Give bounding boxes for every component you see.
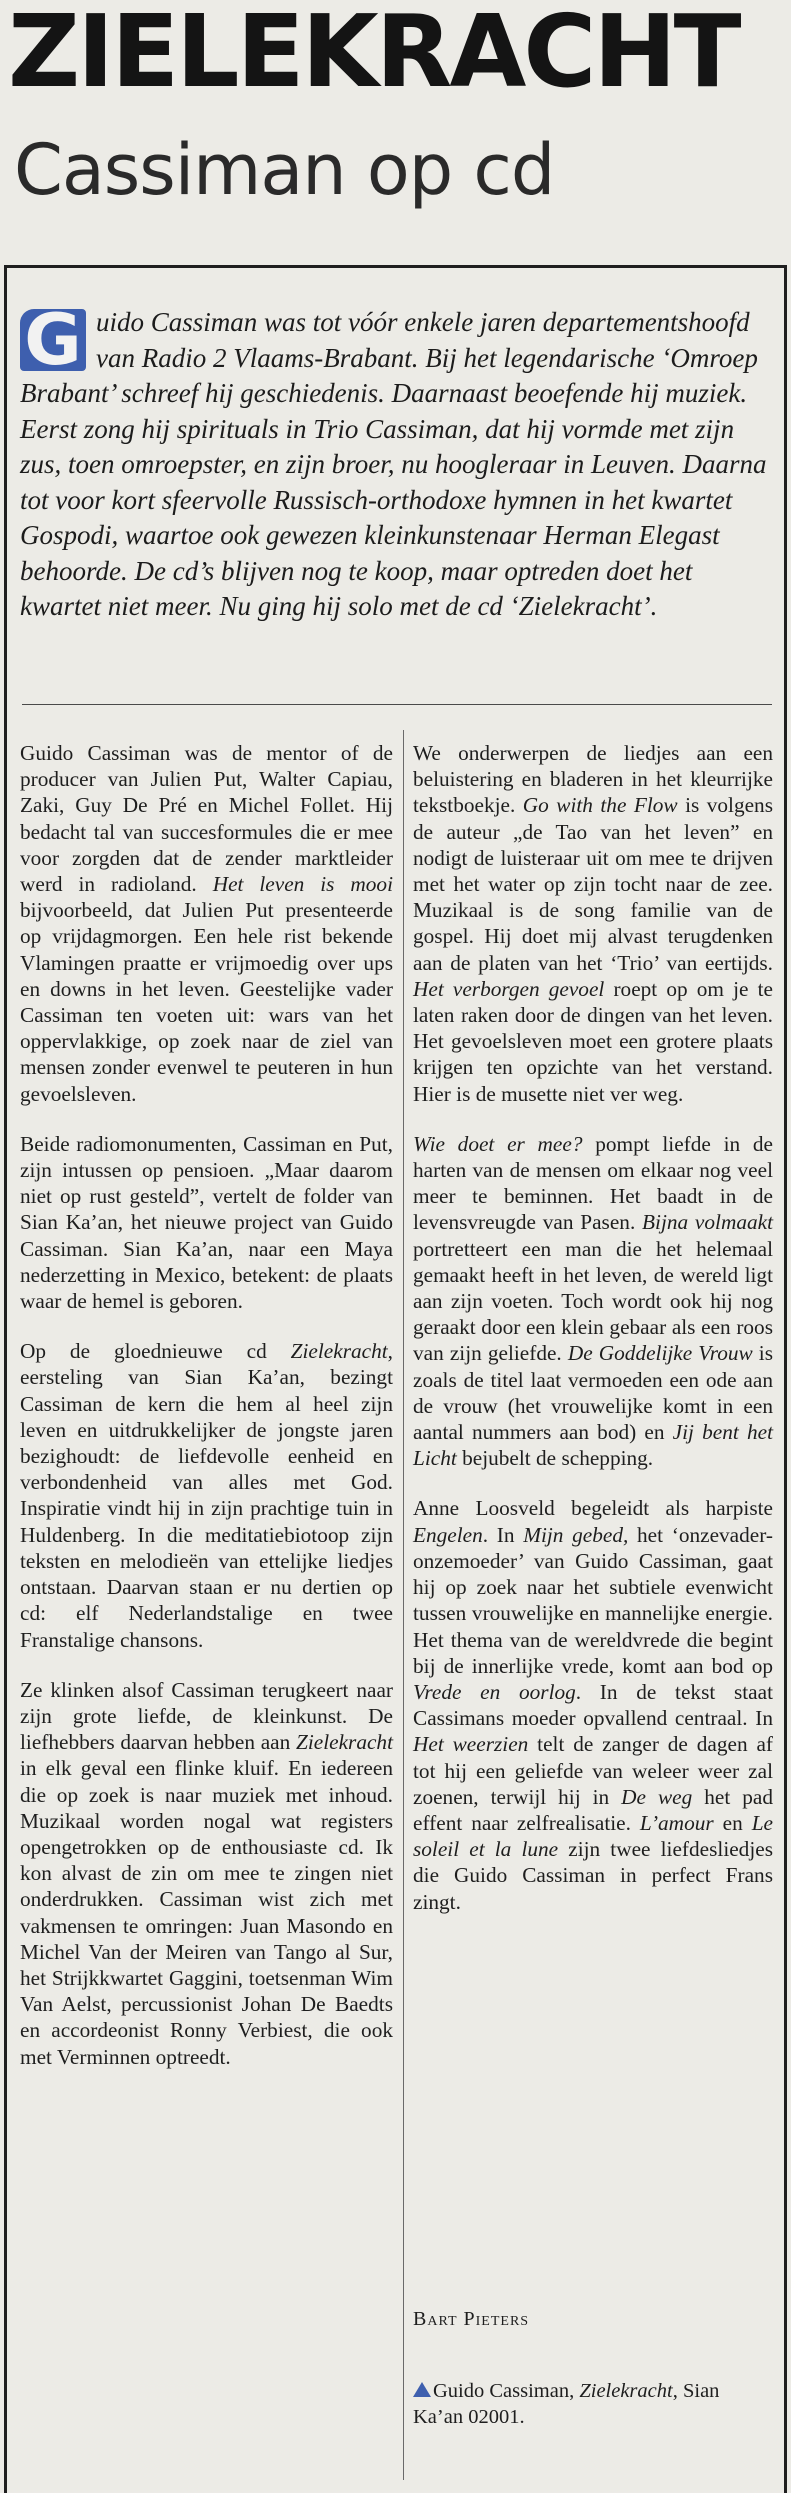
paragraph-text: bijvoorbeeld, dat Julien Put presenteerde op vrijdagmorgen. Een hele rist bekende Vlamingen praatte er vrijmoedig over ups en downs in het leven. Geestelijke vader Cassiman ten voeten uit: wars van het oppervlakkige, op zoek naar de ziel van mensen zonder evenwel te peuteren in hun gevoelsleven. [20,898,393,1106]
intro-text: uido Cassiman was tot vóór enkele jaren departementshoofd van Radio 2 Vlaams-Brabant. Bij het legendarische ‘Omroep Brabant’ schreef hij geschiedenis. Daarnaast beoefende hij muziek. Eerst zong hij spirituals in Trio Cassiman, dat hij vormde met zijn zus, toen omroepster, en zijn broer, nu hoogleraar in Leuven. Daarna tot voor kort sfeervolle Russisch-orthodoxe hymnen in het kwartet Gospodi, waartoe ook gewezen kleinkunstenaar Herman Elegast behoorde. De cd’s blijven nog te koop, maar optreden doet het kwartet niet meer. Nu ging hij solo met de cd ‘Zielekracht’. [20,307,767,621]
italic-title: Go with the Flow [522,793,678,818]
italic-title: Le soleil et la lune [413,1810,773,1862]
paragraph-text: pompt liefde in de harten van de mensen om elkaar nog veel meer te beminnen. Het baadt in de levensvreugde van Pasen. [413,1131,773,1235]
paragraph-text: Anne Loosveld begeleidt als harpiste [413,1496,773,1521]
italic-title: L’amour [639,1810,714,1835]
paragraph-text: Ze klinken alsof Cassiman terugkeert naar zijn grote liefde, de kleinkunst. De liefhebbers daarvan hebben aan [20,1677,393,1755]
paragraph-text: zijn twee liefdesliedjes die Guido Cassiman in perfect Frans zingt. [413,1837,773,1914]
italic-title: Het weerzien [413,1732,529,1757]
italic-title: De Goddelijke Vrouw [567,1341,753,1366]
article-paragraph [413,1495,773,1914]
italic-title: Zielekracht [296,1730,393,1755]
article-paragraph [20,1338,393,1652]
cd-credit [413,2378,773,2430]
section-divider [22,704,772,705]
column-divider [403,730,404,2480]
article-paragraph [413,740,773,1107]
italic-title: Jij bent het Licht [413,1420,773,1471]
frame-right-rule [784,265,787,2493]
paragraph-text: , eersteling van Sian Ka’an, bezingt Cassiman de kern die hem al heel zijn leven en uitdrukkelijker de jongste jaren bezighoudt: de liefdevolle eenheid en verbondenheid van alles met God. Inspiratie vindt hij in zijn prachtige tuin in Huldenberg. In die meditatiebiotoop zijn teksten en melodieën van ettelijke liedjes ontstaan. Daarvan staan er nu dertien op cd: elf Nederlandstalige en twee Franstalige chansons. [20,1339,393,1652]
italic-title: Engelen [413,1522,483,1547]
paragraph-text: portretteert een man die het helemaal gemaakt heeft in het leven, de wereld ligt aan zijn voeten. Toch wordt ook hij nog geraakt door een klein gebaar als een roos van zijn geliefde. [413,1236,773,1366]
article-paragraph [20,740,393,1107]
italic-title: Zielekracht [290,1339,388,1364]
frame-top-rule [4,265,787,268]
italic-title: Het leven is mooi [212,872,393,897]
paragraph-text: . In de tekst staat Cassimans moeder opvallend centraal. In [413,1679,773,1731]
article-paragraph [20,1131,393,1314]
paragraph-text: het pad effent naar zelfrealisatie. [413,1784,773,1835]
paragraph-text: Guido Cassiman was de mentor of de producer van Julien Put, Walter Capiau, Zaki, Guy De Pré en Michel Follet. Hij bedacht tal van succesformules die er mee voor zorgden dat de zender marktleider werd in radioland. [20,741,393,897]
italic-title: De weg [621,1784,693,1809]
article-paragraph [413,1131,773,1472]
drop-cap: G [20,309,86,371]
frame-left-rule [4,265,7,2493]
credit-name: Guido Cassiman, [433,2380,580,2402]
article-paragraph [20,1677,393,2070]
paragraph-text: bejubelt de schepping. [456,1446,654,1471]
paragraph-text: We onderwerpen de liedjes aan een beluistering en bladeren in het kleurrijke tekstboekje. [413,741,773,818]
left-column [20,740,393,2094]
paragraph-text: in elk geval een flinke kluif. En iedereen die op zoek is naar muziek met inhoud. Muzikaal worden nogal wat registers opengetrokken op de enthousiaste cd. Ik kon alvast de zin om mee te zingen niet onderdrukken. Cassiman wist zich met vakmensen te omringen: Juan Masondo en Michel Van der Meiren van Tango al Sur, het Strijkkwartet Gaggini, toetsenman Wim Van Aelst, percussionist Johan De Baedts en accordeonist Ronny Verbiest, die ook met Verminnen optreedt. [20,1756,393,2069]
paragraph-text: en [713,1810,752,1835]
byline: Bart Pieters [413,2308,530,2330]
paragraph-text: . In [482,1522,524,1547]
paragraph-text: roept op om je te laten raken door de dingen van het leven. Het gevoelsleven moet een grotere plaats krijgen ten opzichte van het verstand. Hier is de musette niet ver weg. [413,976,773,1106]
italic-title: Wie doet er mee? [413,1131,583,1156]
intro-paragraph [20,299,778,625]
paragraph-text: Beide radiomonumenten, Cassiman en Put, zijn intussen op pensioen. „Maar daarom niet op rust gesteld”, vertelt de folder van Sian Ka’an, het nieuwe project van Guido Cassiman. Sian Ka’an, naar een Maya nederzetting in Mexico, betekent: de plaats waar de hemel is geboren. [20,1131,393,1314]
credit-rest: , Sian Ka’an 02001. [413,2380,720,2428]
paragraph-text: Op de gloednieuwe cd [20,1339,291,1364]
italic-title: Bijna volmaakt [642,1210,773,1235]
italic-title: Vrede en oorlog [413,1679,576,1704]
headline: ZIELEKRACHT [8,0,739,110]
paragraph-text: het ‘onzevader-onzemoeder’ van Guido Cassiman, gaat hij op zoek naar het subtiele evenwicht tussen vrouwelijke en mannelijke energie. Het thema van de wereldvrede die begint bij de innerlijke vrede, komt aan bod op [413,1522,773,1678]
paragraph-text: telt de zanger de dagen af tot hij een geliefde van weleer weer zal zoenen, terwijl hij in [413,1732,773,1809]
italic-title: Het verborgen gevoel [413,976,605,1001]
subheadline: Cassiman op cd [14,129,555,211]
paragraph-text: is zoals de titel laat vermoeden een ode aan de vrouw (het vrouwelijke komt in een aantal nummers aan bod) en [413,1341,774,1445]
italic-title: Mijn gebed, [523,1522,629,1547]
triangle-icon [413,2382,431,2397]
paragraph-text: is volgens de auteur „de Tao van het leven” en nodigt de luisteraar uit om mee te drijven met het water op zijn tocht naar de zee. Muzikaal is de song familie van de gospel. Hij doet mij alvast terugdenken aan de platen van het ‘Trio’ van eertijds. [413,793,773,975]
credit-title: Zielekracht [579,2380,673,2402]
right-column [413,740,773,1939]
